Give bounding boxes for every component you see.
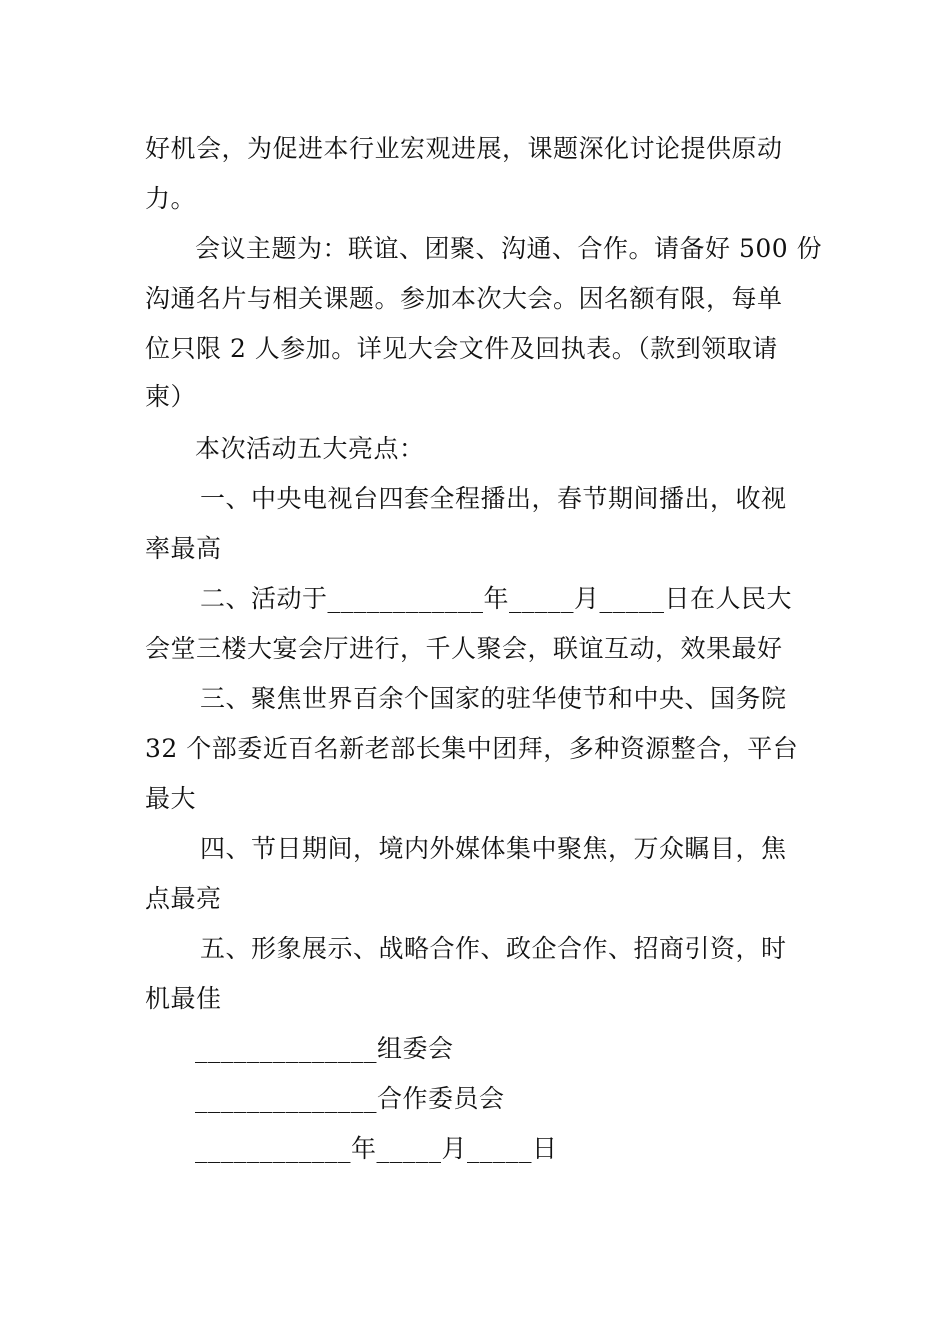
highlight-item: 四、节日期间，境内外媒体集中聚焦，万众瞩目，焦 xyxy=(200,834,787,863)
highlight-item: 三、聚焦世界百余个国家的驻华使节和中央、国务院 xyxy=(200,684,787,713)
text-line: 柬） xyxy=(145,382,197,411)
text-line: 位只限 2 人参加。详见大会文件及回执表。（款到领取请 xyxy=(145,334,778,363)
text-line: 沟通名片与相关课题。参加本次大会。因名额有限，每单 xyxy=(145,284,783,313)
text-line: 力。 xyxy=(145,184,197,213)
highlight-item: 二、活动于____________年_____月_____日在人民大 xyxy=(200,584,793,613)
signature-date: ____________年_____月_____日 xyxy=(195,1134,558,1163)
text-line: 机最佳 xyxy=(145,984,222,1013)
text-line: 会议主题为：联谊、团聚、沟通、合作。请备好 500 份 xyxy=(195,234,823,263)
text-line: 率最高 xyxy=(145,534,222,563)
text-line: 点最亮 xyxy=(145,884,222,913)
text-line: 好机会，为促进本行业宏观进展，课题深化讨论提供原动 xyxy=(145,134,783,163)
signature-cooperation-committee: ______________合作委员会 xyxy=(195,1084,505,1113)
signature-organizing-committee: ______________组委会 xyxy=(195,1034,454,1063)
highlight-item: 一、中央电视台四套全程播出，春节期间播出，收视 xyxy=(200,484,787,513)
section-heading: 本次活动五大亮点： xyxy=(195,434,425,463)
highlight-item: 五、形象展示、战略合作、政企合作、招商引资，时 xyxy=(200,934,787,963)
text-line: 32 个部委近百名新老部长集中团拜，多种资源整合，平台 xyxy=(145,734,799,763)
text-line: 最大 xyxy=(145,784,197,813)
text-line: 会堂三楼大宴会厅进行，千人聚会，联谊互动，效果最好 xyxy=(145,634,783,663)
